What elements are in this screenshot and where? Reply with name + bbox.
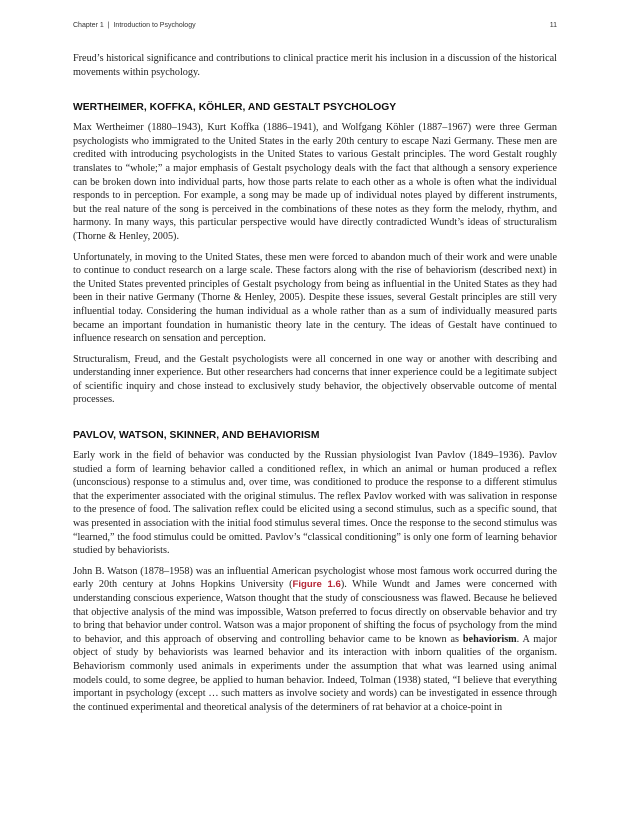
figure-1-6-link[interactable]: Figure 1.6 <box>292 579 341 591</box>
paragraph-text-segment: ). While Wundt and James were concerned with understanding conscious experience, Watson thought that the study of consciousness was flawed. Because he believed that objective analysis of the mind was impossible, Watson preferred to focus directly on observable behavior and try to bring that behavior under control. Watson was a major proponent of shifting the focus of psychology from the mind to behavior, and this approach of observing and controlling behavior came to be known as <box>73 579 557 645</box>
gestalt-paragraph-3: Structuralism, Freud, and the Gestalt psychologists were all concerned in one way or another with describing and understanding inner experience. But other researchers had concerns that inner experience could be a legitimate subject of scientific inquiry and chose instead to exclusively study behavior, the objectively observable outcome of mental processes. <box>73 353 557 406</box>
page-number: 11 <box>549 22 557 29</box>
section-heading-behaviorism: PAVLOV, WATSON, SKINNER, AND BEHAVIORISM <box>73 430 320 442</box>
key-term-behaviorism: behaviorism <box>462 633 517 645</box>
header-separator: | <box>107 22 110 29</box>
behaviorism-paragraph-1: Early work in the field of behavior was conducted by the Russian physiologist Ivan Pavlov (1849–1936). Pavlov studied a form of learning behavior called a conditioned reflex, in which an animal or human produced a reflex (unconscious) response to a stimulus and, over time, was conditioned to produce the response to a different stimulus that the experimenter associated with the original stimulus. The reflex Pavlov worked with was salivation in response to the presence of food. The salivation reflex could be elicited using a second stimulus, such as a specific sound, that was presented in association with the initial food stimulus several times. Once the response to the second stimulus was “learned,” the food stimulus could be omitted. Pavlov’s “classical conditioning” is only one form of learning behavior studied by behaviorists. <box>73 450 557 557</box>
paragraph-text-segment: John B. Watson (1878–1958) was an influential American psychologist whose most famous work occurred during the early 20th century at Johns Hopkins University ( <box>73 565 557 591</box>
section-heading-gestalt: WERTHEIMER, KOFFKA, KÖHLER, AND GESTALT PSYCHOLOGY <box>73 102 397 114</box>
paragraph-text-segment: . A major object of study by behaviorists was learned behavior and its interaction with inborn qualities of the organism. Behaviorism commonly used animals in experiments under the assumption that what was learned using animal models could, to some degree, be applied to human behavior. Indeed, Tolman (1938) stated, “I believe that everything important in psychology (except … such matters as involve society and words) can be investigated in essence through the continued experimental and theoretical analysis of the determiners of rat behavior at a choice-point in <box>73 633 557 713</box>
behaviorism-paragraph-2 <box>73 565 557 715</box>
chapter-info <box>73 21 196 31</box>
chapter-label: Chapter 1 <box>73 22 104 29</box>
gestalt-paragraph-2: Unfortunately, in moving to the United States, these men were forced to abandon much of their work and were unable to continue to conduct research on a large scale. These factors along with the rise of behaviorism (described next) in the United States prevented principles of Gestalt psychology from being as influential in the United States as they had been in their native Germany (Thorne & Henley, 2005). Despite these issues, several Gestalt principles are still very influential today. Considering the human individual as a whole rather than as a sum of individually measured parts became an important foundation in humanistic theory late in the century. The ideas of Gestalt have continued to influence research on sensation and perception. <box>73 251 557 345</box>
chapter-title: Introduction to Psychology <box>113 22 196 29</box>
gestalt-paragraph-1: Max Wertheimer (1880–1943), Kurt Koffka (1886–1941), and Wolfgang Köhler (1887–1967) were three German psychologists who immigrated to the United States in the early 20th century to escape Nazi Germany. These men are credited with introducing psychologists in the United States to various Gestalt principles. The word Gestalt roughly translates to “whole;” a major emphasis of Gestalt psychology deals with the fact that although a sensory experience can be broken down into individual parts, how those parts relate to each other as a whole is often what the individual responds to in perception. For example, a song may be made up of individual notes played by different instruments, but the real nature of the song is perceived in the combinations of these notes as they form the melody, rhythm, and harmony. In many ways, this particular perspective would have directly contradicted Wundt’s ideas of structuralism (Thorne & Henley, 2005). <box>73 122 557 242</box>
intro-paragraph: Freud’s historical significance and contributions to clinical practice merit his inclusion in a discussion of the historical movements within psychology. <box>73 53 557 78</box>
running-header <box>73 21 557 31</box>
